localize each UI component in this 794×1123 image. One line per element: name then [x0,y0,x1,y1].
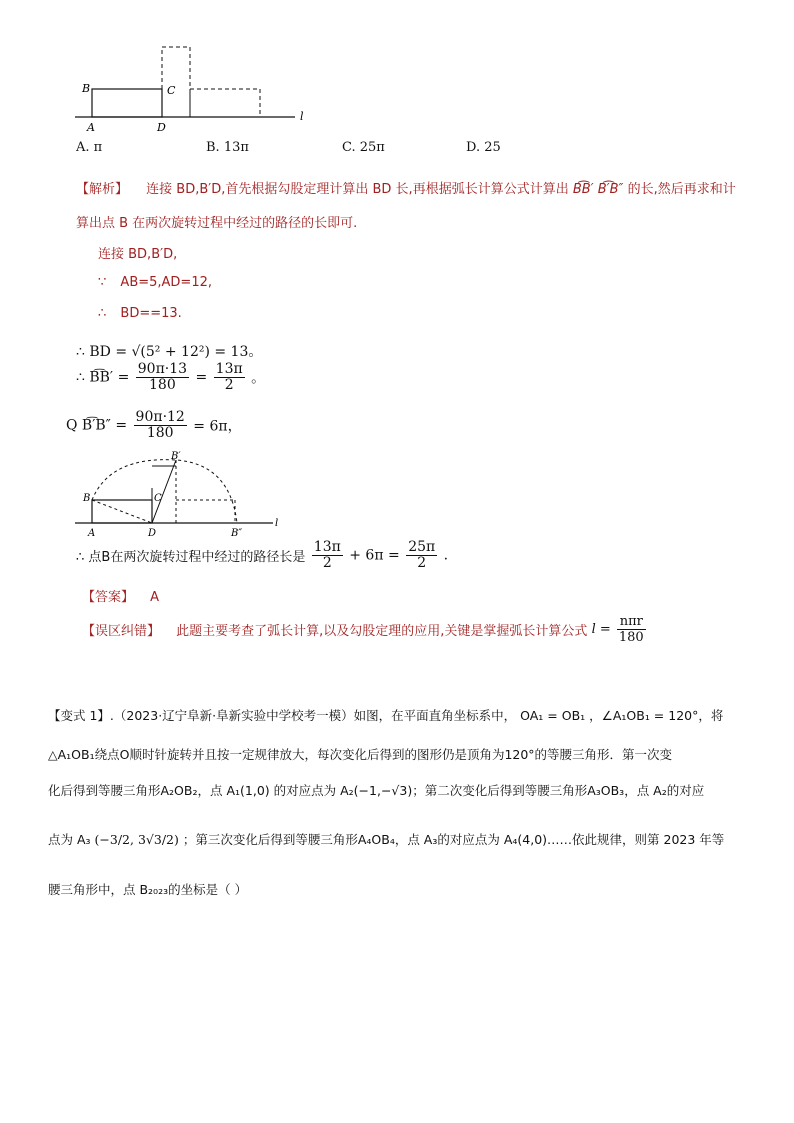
variant-line3: 化后得到等腰三角形A₂OB₂，点 A₁(1,0) 的对应点为 A₂(−1,−√3)；第二次变化后得到等腰三角形A₃OB₃，点 A₂的对应 [48,783,705,798]
error-note-line [82,614,648,645]
arc1-equals: = [195,369,208,386]
formula-lhs: l = [591,622,611,637]
arc2-rhs: = 6π， [193,418,242,435]
equation-bd: ∴ BD = √(5² + 12²) = 13。 [76,344,263,360]
variant-line2: △A₁OB₁绕点O顺时针旋转并且按一定规律放大，每次变化后得到的图形仍是顶角为120°的等腰三角形．第一次变 [48,747,673,762]
final-fraction-2 [406,540,437,571]
answer-tag: 【答案】 [82,590,135,605]
rectangle-abcd [92,89,162,117]
step-connect: 连接 BD,B′D, [98,247,178,262]
segment-bd [92,500,152,523]
step-given [98,275,212,290]
final-fraction-1 [312,540,343,571]
given-values: AB=5,AD=12, [120,275,212,290]
arc2-lhs: Q B͡′B″ = [66,417,128,434]
error-note-tag: 【误区纠错】 [82,624,161,639]
final-mid: + 6π = [349,547,400,564]
therefore-symbol: ∴ [98,306,107,321]
variant-line4 [48,830,724,848]
step-bd [98,306,182,321]
arc1-result [214,362,245,393]
arc2-denominator: 180 [146,425,174,441]
analysis-text1-end: 的长,然后再求和计 [627,182,736,197]
arc2-fraction [134,410,187,441]
variant-line4-pre: 点为 A₃ [48,832,91,847]
label-A-2: A [88,528,96,539]
analysis-tag: 【解析】 [76,182,129,197]
arc1-fraction [136,362,189,393]
label-C: C [167,84,176,97]
arc1-result-num: 13π [215,361,243,377]
formula-den: 180 [618,630,644,645]
because-symbol: ∵ [98,275,107,290]
analysis-line1 [76,178,736,197]
analysis-text1: 连接 BD,B′D,首先根据勾股定理计算出 BD 长,再根据弧长计算公式计算出 [146,182,569,197]
figure-rotation-path [70,450,285,542]
error-note-text: 此题主要考查了弧长计算,以及勾股定理的应用,关键是掌握弧长计算公式 [176,624,588,639]
variant-line5: 腰三角形中，点 B₂₀₂₃的坐标是（ ） [48,882,248,897]
label-B: B [82,82,91,95]
label-D-2: D [148,528,157,539]
arc1-end: 。 [251,370,266,387]
variant-line1: 【变式 1】.（2023·辽宁阜新·阜新实验中学校考一模）如图，在平面直角坐标系中， OA₁ = OB₁ ，∠A₁OB₁ = 120°，将 [48,708,724,723]
arc1-result-den: 2 [224,377,234,393]
arc1-numerator: 90π·13 [137,361,188,377]
option-d: D. 25 [466,140,501,155]
label-B-2: B [83,493,91,504]
label-C-2: C [154,493,162,504]
dashed-rect-horizontal [190,89,260,117]
final-den-1: 2 [322,555,332,571]
equation-arc2 [66,410,242,441]
variant-line4-post: ；第三次变化后得到等腰三角形A₄OB₄，点 A₃的对应点为 A₄(4,0)……依此规律，则第 2023 年等 [182,832,725,847]
equation-arc1 [76,362,265,393]
label-B2: B″ [231,528,243,539]
answer-line [82,586,159,605]
final-den-2: 2 [417,555,427,571]
formula-fraction [617,614,646,645]
label-l: l [300,110,304,123]
segment-b1d [152,460,176,523]
final-num-2: 25π [408,539,436,555]
arc1-lhs: ∴ B͡B′ = [76,369,130,386]
option-a: A. π [76,140,103,155]
label-D: D [157,121,166,134]
label-A: A [87,121,95,134]
dashed-rect-vertical [162,47,190,117]
bd-value: BD==13. [120,306,182,321]
option-c: C. 25π [342,140,385,155]
formula-num: nπr [617,614,646,630]
arc1-denominator: 180 [149,377,176,393]
final-prefix: ∴ 点B在两次旋转过程中经过的路径长是 [76,550,306,565]
answer-value: A [150,590,160,605]
figure-rectangle-rotation [70,40,320,135]
arc2-numerator: 90π·12 [135,409,185,425]
label-l-2: l [275,518,279,529]
final-num-1: 13π [313,539,341,555]
variant-line4-coords: (−3/2, 3√3/2) [94,832,179,847]
option-b: B. 13π [206,140,249,155]
final-end: . [443,547,449,564]
analysis-arc-names: B͡B′ B͡′B″ [572,182,624,197]
final-sum [76,540,448,571]
analysis-line2: 算出点 B 在两次旋转过程中经过的路径的长即可. [76,216,358,231]
label-B1: B′ [171,451,181,462]
